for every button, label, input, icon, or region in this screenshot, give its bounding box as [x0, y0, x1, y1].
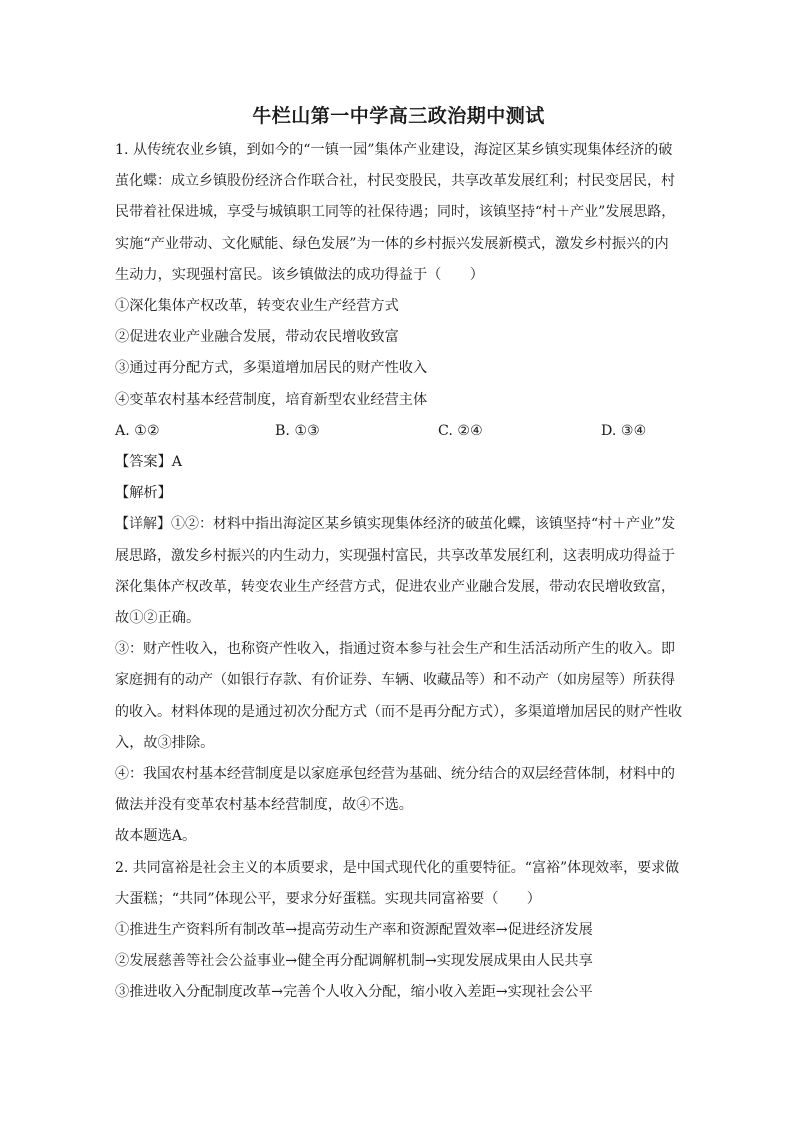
- q1-detail-line-7: 的收入。材料体现的是通过初次分配方式（而不是再分配方式），多渠道增加居民的财产性收: [115, 703, 682, 720]
- q1-detail-line-6: 家庭拥有的动产（如银行存款、有价证券、车辆、收藏品等）和不动产（如房屋等）所获得: [115, 672, 675, 689]
- q1-detail-line-9: ④：我国农村基本经营制度是以家庭承包经营为基础、统分结合的双层经营体制，材料中的: [115, 766, 675, 783]
- q2-stem-line-2: 大蛋糕；“共同”体现公平，要求分好蛋糕。实现共同富裕要（ ）: [115, 890, 541, 907]
- q1-statement-1: ①深化集体产权改革，转变农业生产经营方式: [115, 298, 399, 315]
- q1-options: [115, 416, 682, 447]
- q1-statement-3: ③通过再分配方式，多渠道增加居民的财产性收入: [115, 360, 428, 377]
- q2-stem-line-1: 2. 共同富裕是社会主义的本质要求，是中国式现代化的重要特征。“富裕”体现效率，要求做: [115, 859, 680, 876]
- q1-stem-line-5: 生动力，实现强村富民。该乡镇做法的成功得益于（ ）: [115, 266, 484, 283]
- q2-statement-3: ③推进收入分配制度改革→完善个人收入分配，缩小收入差距→实现社会公平: [115, 984, 593, 1001]
- q1-detail-line-3: 深化集体产权改革，转变农业生产经营方式，促进农业产业融合发展，带动农民增收致富，: [115, 578, 675, 595]
- q1-option-c: C. ②④: [438, 422, 483, 439]
- q1-option-d: D. ③④: [601, 422, 647, 439]
- q1-option-b: B. ①③: [275, 422, 320, 439]
- q1-detail-line-2: 展思路，激发乡村振兴的内生动力，实现强村富民，共享改革发展红利，这表明成功得益于: [115, 547, 675, 564]
- q1-option-a: A. ①②: [115, 422, 160, 439]
- q1-detail-line-1: 【详解】①②：材料中指出海淀区某乡镇实现集体经济的破茧化蝶，该镇坚持“村＋产业”发: [115, 516, 676, 533]
- q2-statement-2: ②发展慈善等社会公益事业→健全再分配调解机制→实现发展成果由人民共享: [115, 953, 593, 970]
- q1-detail-line-5: ③：财产性收入，也称资产性收入，指通过资本参与社会生产和生活活动所产生的收入。即: [115, 641, 675, 658]
- q1-stem-line-3: 民带着社保进城，享受与城镇职工同等的社保待遇；同时，该镇坚持“村＋产业”发展思路，: [115, 204, 676, 221]
- question-2: [115, 853, 682, 1009]
- q1-statement-2: ②促进农业产业融合发展，带动农民增收致富: [115, 329, 399, 346]
- q1-detail-line-10: 做法并没有变革农村基本经营制度，故④不选。: [115, 797, 413, 814]
- q1-stem-line-1: 1. 从传统农业乡镇，到如今的“一镇一园”集体产业建设，海淀区某乡镇实现集体经济的破: [115, 142, 673, 158]
- page-title: 牛栏山第一中学高三政治期中测试: [252, 105, 545, 127]
- q1-statement-4: ④变革农村基本经营制度，培育新型农业经营主体: [115, 391, 428, 408]
- q1-answer: 【答案】A: [115, 454, 182, 471]
- q1-detail-line-8: 入，故③排除。: [115, 734, 215, 751]
- q2-statement-1: ①推进生产资料所有制改革→提高劳动生产率和资源配置效率→促进经济发展: [115, 922, 593, 939]
- q1-stem-line-4: 实施“产业带动、文化赋能、绿色发展”为一体的乡村振兴发展新模式，激发乡村振兴的内: [115, 235, 669, 252]
- q1-detail-line-11: 故本题选A。: [115, 828, 197, 845]
- q1-stem-line-2: 茧化蝶：成立乡镇股份经济合作联合社，村民变股民，共享改革发展红利；村民变居民，村: [115, 173, 675, 190]
- q1-detail-line-4: 故①②正确。: [115, 610, 201, 627]
- question-1: [115, 135, 682, 853]
- q1-analysis-label: 【解析】: [115, 485, 172, 502]
